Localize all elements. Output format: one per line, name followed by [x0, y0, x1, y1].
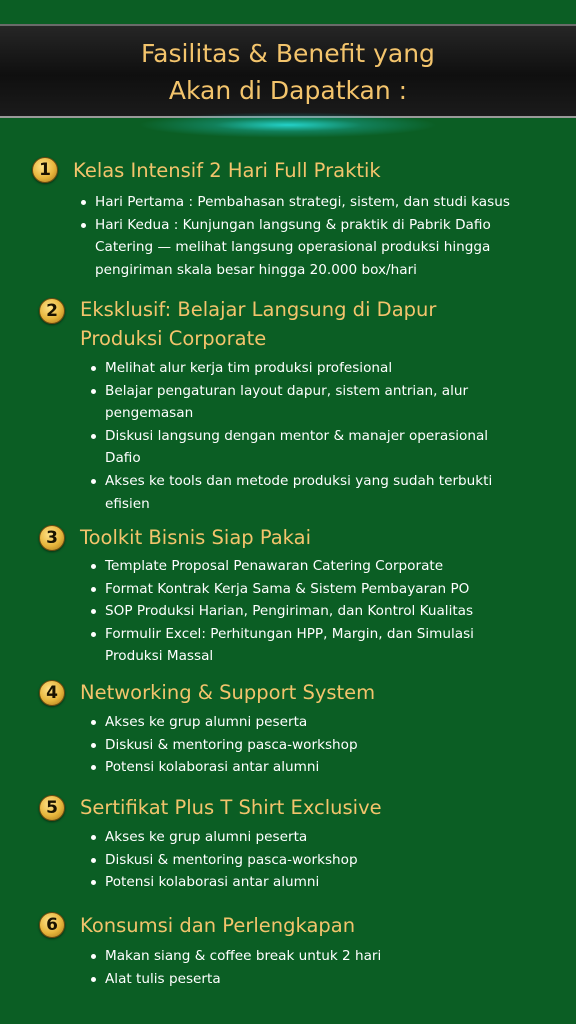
section-number-badge: 2: [39, 298, 65, 324]
section-number-badge: 4: [39, 680, 65, 706]
section-title: [80, 295, 436, 353]
list-item: Makan siang & coffee break untuk 2 hari: [90, 945, 535, 968]
list-item: Diskusi & mentoring pasca-workshop: [90, 849, 535, 872]
section-list: [90, 826, 535, 894]
section-number-badge: 1: [32, 157, 58, 183]
list-item: Alat tulis peserta: [90, 968, 535, 991]
list-item: Akses ke grup alumni peserta: [90, 826, 535, 849]
header-banner: [0, 24, 576, 118]
list-item: Melihat alur kerja tim produksi profesional: [90, 357, 500, 380]
list-item: Potensi kolaborasi antar alumni: [90, 871, 535, 894]
list-item: SOP Produksi Harian, Pengiriman, dan Kontrol Kualitas: [90, 600, 535, 623]
section-title-line1: Eksklusif: Belajar Langsung di Dapur: [80, 298, 437, 321]
list-item: Hari Pertama : Pembahasan strategi, sistem, dan studi kasus: [80, 191, 550, 214]
list-item: Potensi kolaborasi antar alumni: [90, 756, 535, 779]
list-item: Diskusi langsung dengan mentor & manajer operasional Dafio: [90, 425, 500, 470]
section-number-badge: 3: [39, 525, 65, 551]
section-title-line2: Produksi Corporate: [80, 327, 267, 350]
list-item: Template Proposal Penawaran Catering Corporate: [90, 555, 535, 578]
section-title: Sertifikat Plus T Shirt Exclusive: [80, 796, 382, 819]
list-item: Akses ke grup alumni peserta: [90, 711, 535, 734]
section-title: Networking & Support System: [80, 681, 376, 704]
section-list: [90, 357, 500, 515]
page-title-line2: Akan di Dapatkan :: [168, 76, 408, 105]
list-item: Akses ke tools dan metode produksi yang sudah terbukti efisien: [90, 470, 500, 515]
section-number-badge: 5: [39, 795, 65, 821]
section-list: [90, 711, 535, 779]
list-item: Hari Kedua : Kunjungan langsung & praktik di Pabrik Dafio Catering — melihat langsung operasional produksi hingga pengiriman skala besar hingga 20.000 box/hari: [80, 214, 550, 282]
page-title: [0, 26, 576, 109]
list-item: Belajar pengaturan layout dapur, sistem antrian, alur pengemasan: [90, 380, 500, 425]
section-title: Konsumsi dan Perlengkapan: [80, 914, 356, 937]
section-title: Toolkit Bisnis Siap Pakai: [80, 526, 311, 549]
section-list: [80, 191, 550, 281]
section-list: [90, 555, 535, 668]
list-item: Diskusi & mentoring pasca-workshop: [90, 734, 535, 757]
section-number-badge: 6: [39, 912, 65, 938]
page-title-line1: Fasilitas & Benefit yang: [141, 39, 435, 68]
list-item: Format Kontrak Kerja Sama & Sistem Pembayaran PO: [90, 578, 535, 601]
section-list: [90, 945, 535, 990]
header-glow: [138, 112, 438, 138]
section-title: Kelas Intensif 2 Hari Full Praktik: [73, 159, 381, 182]
list-item: Formulir Excel: Perhitungan HPP, Margin, dan Simulasi Produksi Massal: [90, 623, 535, 668]
